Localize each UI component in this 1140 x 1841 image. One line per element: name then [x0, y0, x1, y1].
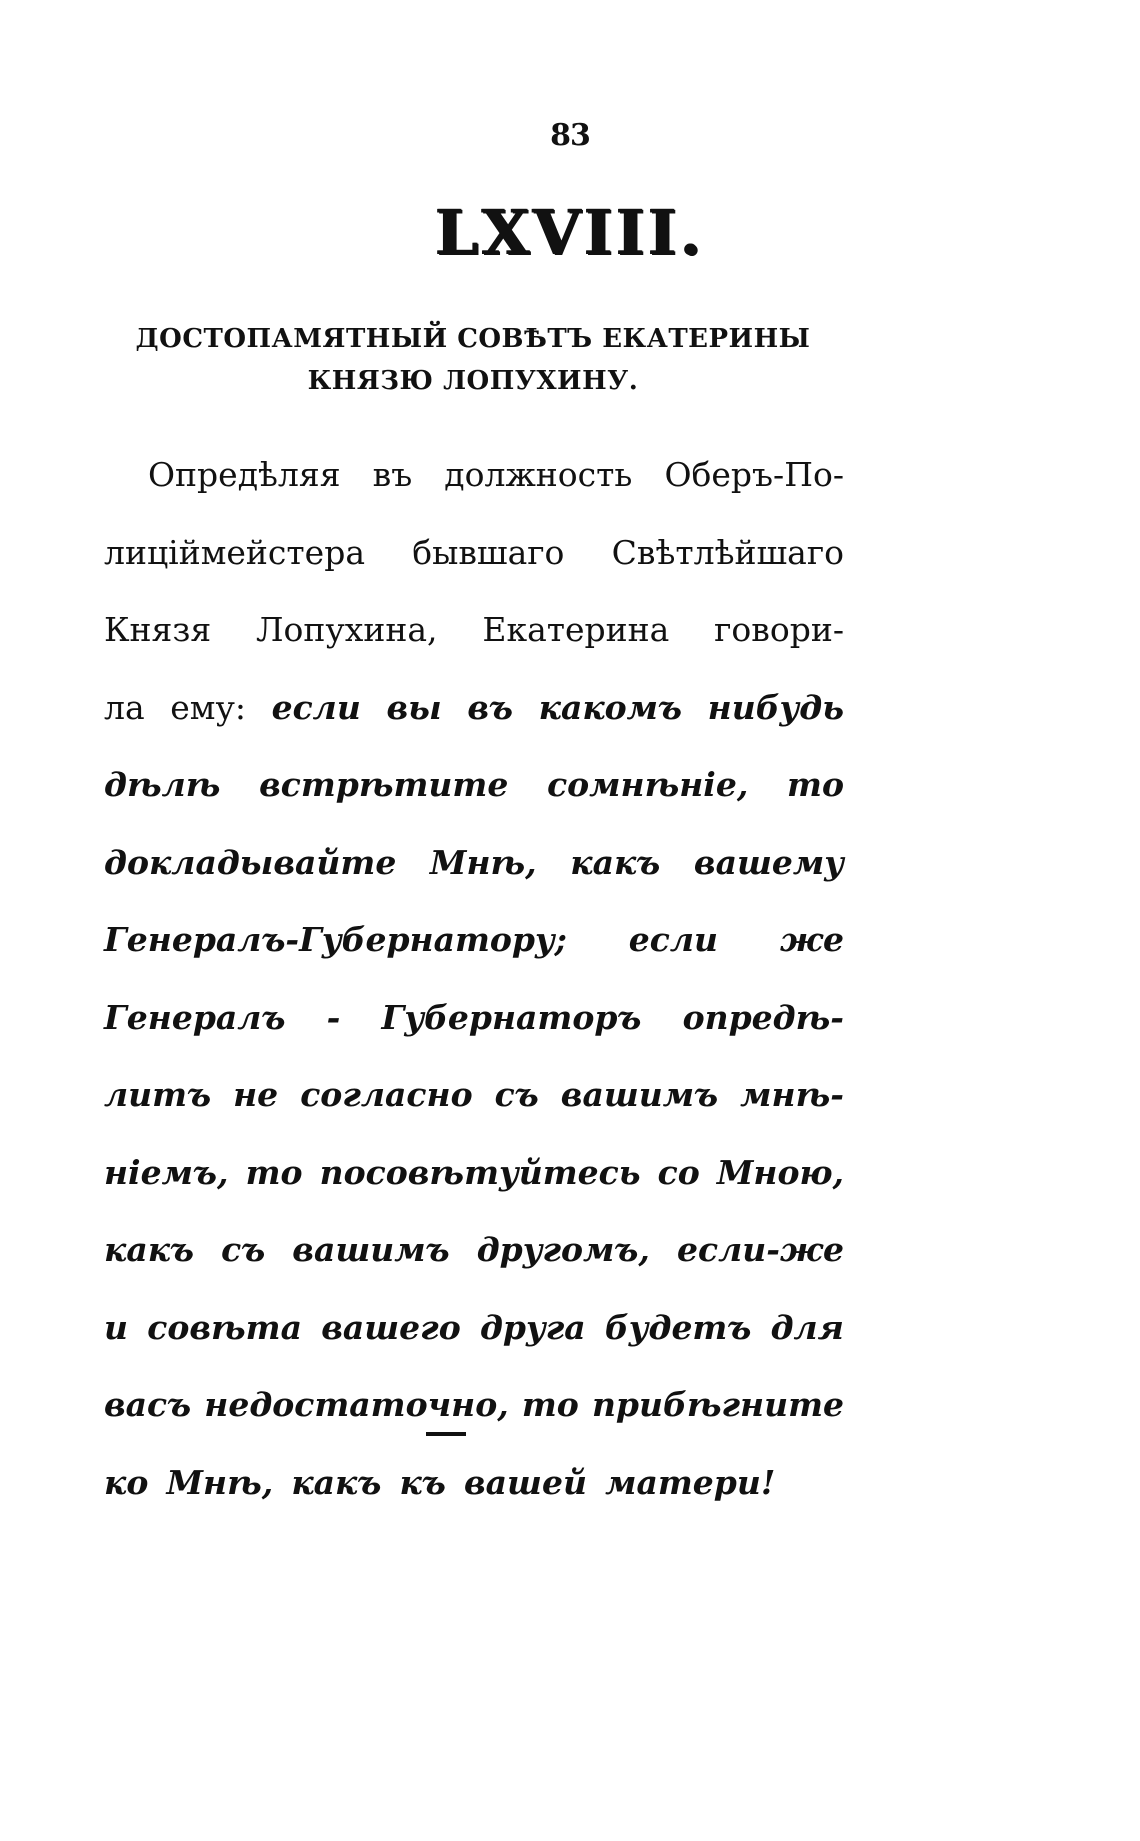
body-word: матери! — [605, 1462, 776, 1502]
chapter-title-line: КНЯЗЮ ЛОПУХИНУ. — [307, 366, 639, 396]
body-line — [104, 979, 844, 1057]
body-word: вашей — [464, 1462, 587, 1502]
body-word: то — [787, 765, 844, 804]
body-word: со — [657, 1152, 700, 1192]
body-line — [104, 514, 844, 592]
body-word: въ — [467, 687, 513, 727]
body-word: въ — [372, 455, 413, 494]
body-word: же — [779, 920, 844, 959]
body-word: для — [770, 1307, 844, 1347]
body-word: дѣлѣ — [104, 765, 221, 804]
body-word: какъ — [291, 1462, 382, 1502]
body-word: Князя — [104, 610, 212, 649]
body-word: то — [521, 1385, 579, 1424]
body-word: вашимъ — [292, 1230, 450, 1269]
body-word: ему: — [170, 687, 246, 727]
body-line — [104, 1366, 844, 1444]
body-line — [104, 1211, 844, 1289]
body-word: васъ — [104, 1385, 192, 1424]
body-word: - — [326, 997, 341, 1037]
body-word: вашего — [321, 1307, 461, 1347]
body-word: друга — [479, 1307, 586, 1347]
body-word: другомъ, — [476, 1230, 650, 1269]
body-word: нибудь — [707, 687, 844, 727]
body-word: если — [628, 920, 719, 959]
body-word: Свѣтлѣйшаго — [611, 532, 844, 572]
body-word: ко — [104, 1462, 149, 1502]
body-word: Генералъ-Губернатору; — [104, 920, 567, 959]
body-word: то — [245, 1152, 303, 1192]
body-word: Мною, — [716, 1152, 844, 1192]
body-line — [104, 1056, 844, 1134]
body-word: если-же — [676, 1230, 844, 1269]
body-word: нiемъ, — [104, 1152, 229, 1192]
body-word: и — [104, 1307, 128, 1347]
body-word: сомнѣнiе, — [547, 765, 749, 804]
body-word: вашимъ — [560, 1075, 719, 1114]
body-word: литъ — [104, 1075, 212, 1114]
body-word: вашему — [693, 842, 844, 882]
body-word: Губернаторъ — [381, 997, 642, 1037]
body-word: Генералъ — [104, 997, 286, 1037]
body-paragraph — [104, 436, 844, 1521]
body-line — [104, 824, 844, 902]
body-word: говори- — [714, 610, 844, 649]
body-word: Екатерина — [482, 610, 670, 649]
body-word: бывшаго — [412, 532, 565, 572]
body-word: вы — [386, 687, 442, 727]
body-word: лицiймейстера — [104, 532, 365, 572]
body-word: какъ — [570, 842, 661, 882]
body-word: какъ — [104, 1230, 195, 1269]
body-word: не — [233, 1075, 279, 1114]
body-word: мнѣ- — [740, 1075, 844, 1114]
body-word: встрѣтите — [259, 765, 509, 804]
body-word: Мнѣ, — [429, 842, 537, 882]
body-word: Оберъ-По- — [664, 455, 844, 494]
body-word: опредѣ- — [682, 997, 844, 1037]
body-word: посовѣтуйтесь — [319, 1152, 641, 1192]
body-word: докладывайте — [104, 842, 397, 882]
body-line — [104, 436, 844, 514]
body-line — [104, 901, 844, 979]
body-line — [104, 1289, 844, 1367]
body-word: Мнѣ, — [166, 1462, 274, 1502]
body-word: Лопухина, — [255, 610, 438, 649]
chapter-title — [108, 318, 838, 402]
body-line — [104, 669, 844, 747]
body-word: должность — [444, 455, 633, 494]
body-line — [104, 1134, 844, 1212]
body-word: ла — [104, 687, 145, 727]
body-word: съ — [494, 1075, 539, 1114]
body-word: Опредѣляя — [148, 455, 341, 494]
body-word: съ — [221, 1230, 266, 1269]
body-line — [104, 1444, 844, 1522]
chapter-numeral: LXVIII. — [435, 196, 705, 269]
body-word: недостаточно, — [204, 1385, 509, 1424]
body-line — [104, 591, 844, 669]
chapter-title-line: ДОСТОПАМЯТНЫЙ СОВѢТЪ ЕКАТЕРИНЫ — [135, 324, 811, 354]
body-word: согласно — [300, 1075, 473, 1114]
body-word: совѣта — [147, 1307, 302, 1347]
body-word: къ — [399, 1462, 446, 1502]
body-word: будетъ — [604, 1307, 752, 1347]
body-line — [104, 746, 844, 824]
page-number: 83 — [550, 118, 590, 153]
body-word: если — [271, 687, 361, 727]
end-rule-divider — [426, 1432, 466, 1436]
body-word: прибѣгните — [591, 1385, 844, 1424]
body-word: какомъ — [538, 687, 683, 727]
